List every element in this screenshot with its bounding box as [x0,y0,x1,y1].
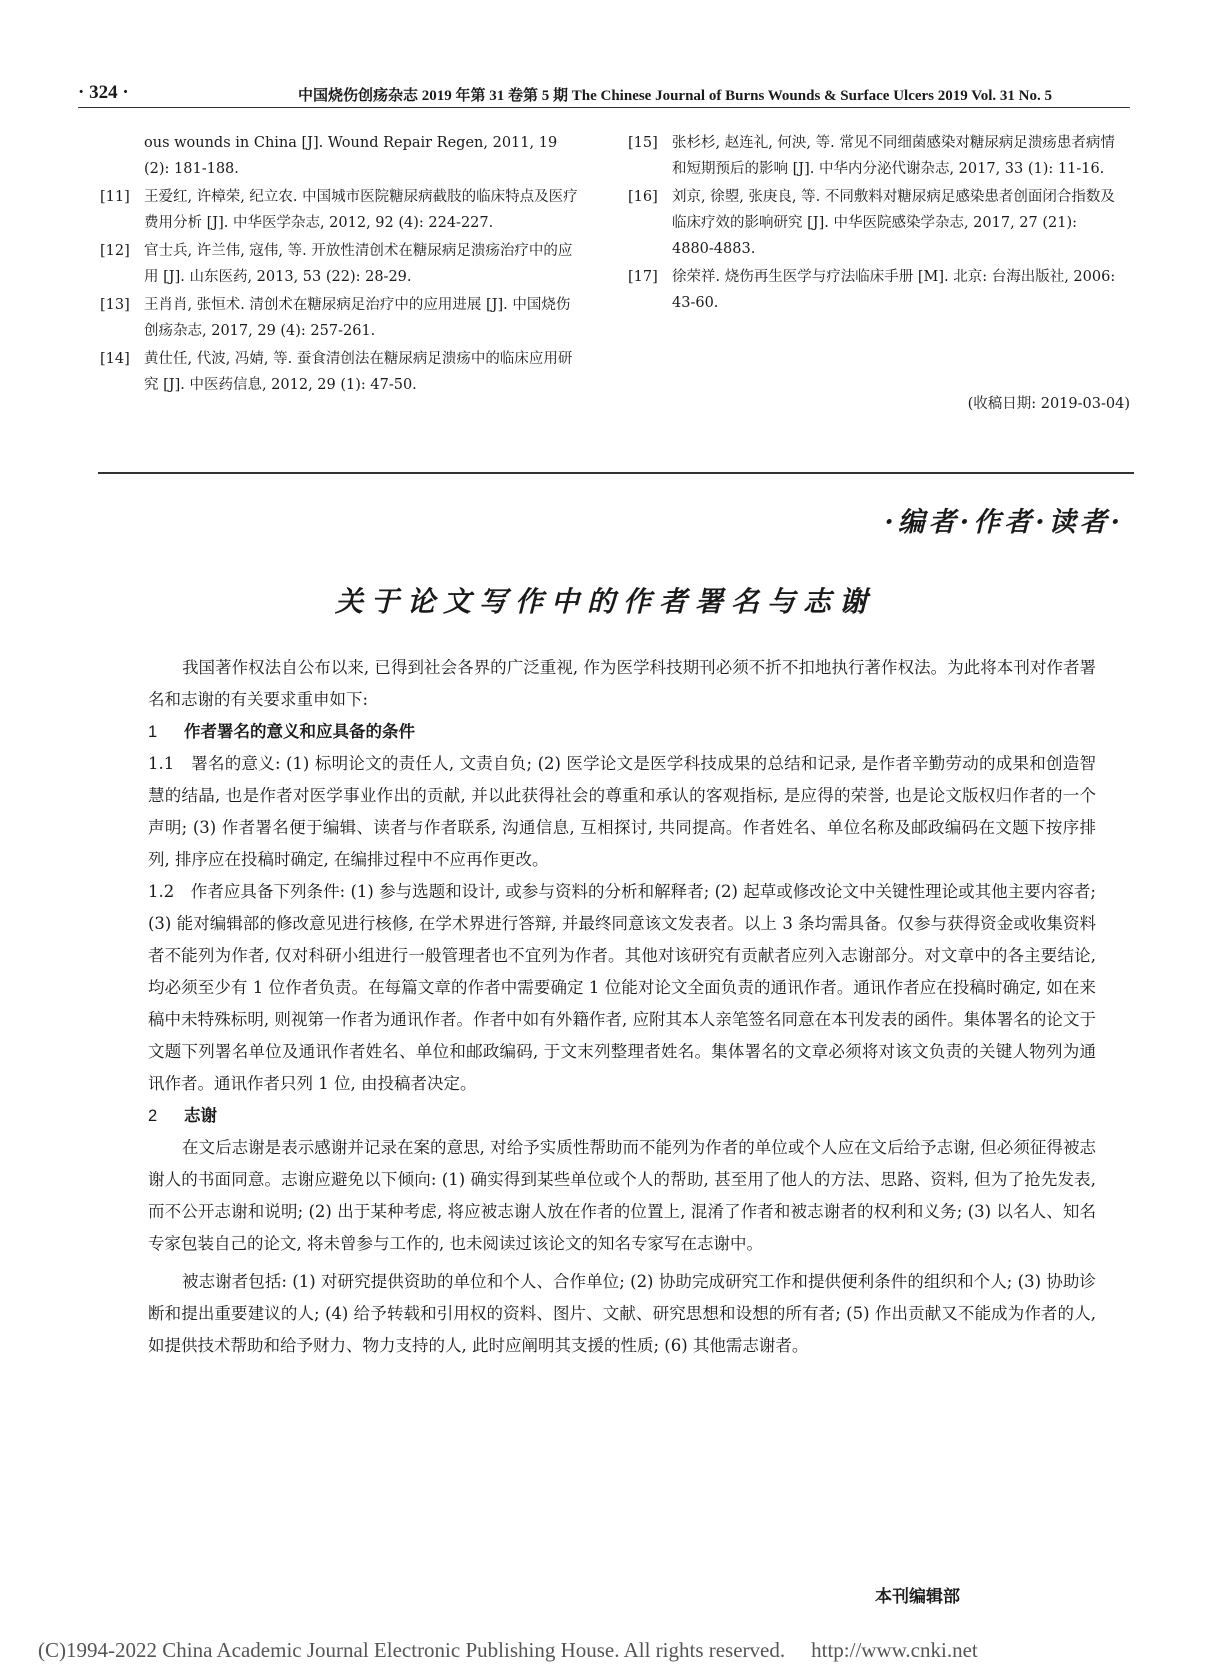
copyright-footer [38,1638,978,1663]
reference-item [100,238,582,290]
copyright-text: (C)1994-2022 China Academic Journal Electronic Publishing House. All rights reserved. [38,1638,786,1662]
reference-item [628,130,1118,182]
reference-number: [16] [628,189,658,205]
section-number: 2 [148,1107,158,1125]
section-number: 1 [148,723,158,741]
reference-number: [11] [100,189,130,205]
section-heading-1 [148,716,1096,748]
paragraph-1-2: 1.2 作者应具备下列条件: (1) 参与选题和设计, 或参与资料的分析和解释者; (2) 起草或修改论文中关键性理论或其他主要内容者; (3) 能对编辑部的修改意见进行核修, 在学术界进行答辩, 并最终同意该文发表者。以上 3 条均需具备。仅参与获得资金或收集资料者不能列为作者, 仅对科研小组进行一般管理者也不宜列为作者。其他对该研究有贡献者应列入志谢部分。对文章中的各主要结论, 均必须至少有 1 位作者负责。在每篇文章的作者中需要确定 1 位能对论文全面负责的通讯作者。通讯作者应在投稿时确定, 如在来稿中未特殊标明, 则视第一作者为通讯作者。作者中如有外籍作者, 应附其本人亲笔签名同意在本刊发表的函件。集体署名的论文于文题下列署名单位及通讯作者姓名、单位和邮政编码, 于文末列整理者姓名。集体署名的文章必须将对该文负责的关键人物列为通讯作者。通讯作者只列 1 位, 由投稿者决定。 [148,882,1096,1093]
references-left-column [100,130,582,400]
reference-number: [14] [100,351,130,367]
reference-text: 王肖肖, 张恒术. 清创术在糖尿病足治疗中的应用进展 [J]. 中国烧伤创疡杂志, 2017, 29 (4): 257-261. [144,297,571,339]
references-right-column [628,130,1118,318]
section-title: 志谢 [184,1107,217,1125]
signature: 本刊编辑部 [875,1587,960,1607]
reference-item [628,264,1118,316]
reference-item [100,130,582,182]
reference-text: 官士兵, 许兰伟, 寇伟, 等. 开放性清创术在糖尿病足溃疡治疗中的应用 [J]. 山东医药, 2013, 53 (22): 28-29. [144,243,573,285]
reference-item [100,184,582,236]
paragraph-1-1: 1.1 署名的意义: (1) 标明论文的责任人, 文责自负; (2) 医学论文是医学科技成果的总结和记录, 是作者辛勤劳动的成果和创造智慧的结晶, 也是作者对医学事业作出的贡献, 并以此获得社会的尊重和承认的客观指标, 是应得的荣誉, 也是论文版权归作者的一个声明; (3) 作者署名便于编辑、读者与作者联系, 沟通信息, 互相探讨, 共同提高。作者姓名、单位名称及邮政编码在文题下按序排列, 排序应在投稿时确定, 在编排过程中不应再作更改。 [148,754,1096,869]
reference-number: [13] [100,297,130,313]
column-tag: ·编者·作者·读者· [884,507,1124,538]
paragraph-2-1: 在文后志谢是表示感谢并记录在案的意思, 对给予实质性帮助而不能列为作者的单位或个人应在文后给予志谢, 但必须征得被志谢人的书面同意。志谢应避免以下倾向: (1) 确实得到某些单位或个人的帮助, 甚至用了他人的方法、思路、资料, 但为了抢先发表, 而不公开志谢和说明; (2) 出于某种考虑, 将应被志谢人放在作者的位置上, 混淆了作者和被志谢者的权利和义务; (3) 以名人、知名专家包装自己的论文, 将未曾参与工作的, 也未阅读过该论文的知名专家写在志谢中。 [148,1138,1096,1253]
running-head: 中国烧伤创疡杂志 2019 年第 31 卷第 5 期 The Chinese Journal of Burns Wounds & Surface Ulcers 2019 Vol. 31 No. 5 [298,88,1052,104]
reference-item [100,346,582,398]
received-date: (收稿日期: 2019-03-04) [967,396,1130,412]
section-title: 作者署名的意义和应具备的条件 [184,723,415,741]
paragraph-2-2: 被志谢者包括: (1) 对研究提供资助的单位和个人、合作单位; (2) 协助完成研究工作和提供便利条件的组织和个人; (3) 协助诊断和提出重要建议的人; (4) 给予转载和引用权的资料、图片、文献、研究思想和设想的所有者; (5) 作出贡献又不能成为作者的人, 如提供技术帮助和给予财力、物力支持的人, 此时应阐明其支援的性质; (6) 其他需志谢者。 [148,1272,1096,1355]
article-title: 关于论文写作中的作者署名与志谢 [334,585,875,618]
copyright-url: http://www.cnki.net [811,1638,978,1662]
page-number: · 324 · [78,82,129,103]
intro-paragraph: 我国著作权法自公布以来, 已得到社会各界的广泛重视, 作为医学科技期刊必须不折不扣地执行著作权法。为此将本刊对作者署名和志谢的有关要求重申如下: [148,658,1096,709]
reference-text: 黄仕任, 代波, 冯婧, 等. 蚕食清创法在糖尿病足溃疡中的临床应用研究 [J]. 中医药信息, 2012, 29 (1): 47-50. [144,351,573,393]
section-divider [98,472,1134,474]
reference-text: 徐荣祥. 烧伤再生医学与疗法临床手册 [M]. 北京: 台海出版社, 2006: 43-60. [672,269,1116,311]
reference-item [628,184,1118,262]
reference-text: ous wounds in China [J]. Wound Repair Regen, 2011, 19 (2): 181-188. [144,135,558,177]
reference-number: [15] [628,135,658,151]
reference-text: 王爱红, 许樟荣, 纪立农. 中国城市医院糖尿病截肢的临床特点及医疗费用分析 [J]. 中华医学杂志, 2012, 92 (4): 224-227. [144,189,578,231]
reference-number: [12] [100,243,130,259]
reference-text: 张杉杉, 赵连礼, 何泱, 等. 常见不同细菌感染对糖尿病足溃疡患者病情和短期预后的影响 [J]. 中华内分泌代谢杂志, 2017, 33 (1): 11-16. [672,135,1115,177]
reference-item [100,292,582,344]
header-rule [78,107,1130,108]
section-heading-2 [148,1100,1096,1132]
reference-number: [17] [628,269,658,285]
article-body [148,652,1096,1362]
reference-text: 刘京, 徐曌, 张庚良, 等. 不同敷料对糖尿病足感染患者创面闭合指数及临床疗效的影响研究 [J]. 中华医院感染学杂志, 2017, 27 (21): 4880-4883. [672,189,1115,257]
